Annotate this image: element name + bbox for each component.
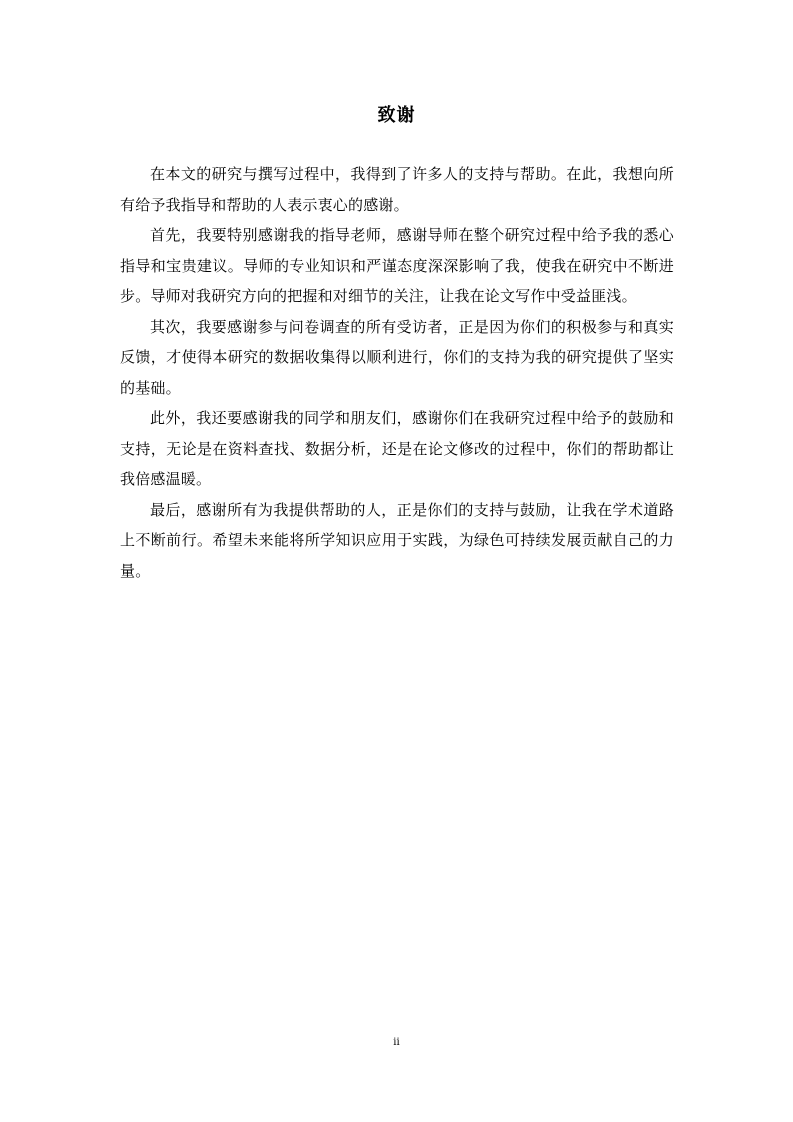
page-number: ii [393, 1037, 400, 1048]
page-title: 致谢 [377, 105, 416, 126]
acknowledgement-body [120, 159, 674, 586]
paragraph-respondents: 其次，我要感谢参与问卷调查的所有受访者，正是因为你们的积极参与和真实反馈，才使得本研究的数据收集得以顺利进行，你们的支持为我的研究提供了坚实的基础。 [120, 317, 674, 397]
paragraph-advisor: 首先，我要特别感谢我的指导老师，感谢导师在整个研究过程中给予我的悉心指导和宝贵建议。导师的专业知识和严谨态度深深影响了我，使我在研究中不断进步。导师对我研究方向的把握和对细节的关注，让我在论文写作中受益匪浅。 [120, 226, 674, 305]
paragraph-friends: 此外，我还要感谢我的同学和朋友们，感谢你们在我研究过程中给予的鼓励和支持，无论是在资料查找、数据分析，还是在论文修改的过程中，你们的帮助都让我倍感温暖。 [120, 409, 674, 488]
paragraph-closing: 最后，感谢所有为我提供帮助的人，正是你们的支持与鼓励，让我在学术道路上不断前行。希望未来能将所学知识应用于实践，为绿色可持续发展贡献自己的力量。 [120, 500, 674, 580]
paragraph-intro: 在本文的研究与撰写过程中，我得到了许多人的支持与帮助。在此，我想向所有给予我指导和帮助的人表示衷心的感谢。 [120, 165, 674, 214]
